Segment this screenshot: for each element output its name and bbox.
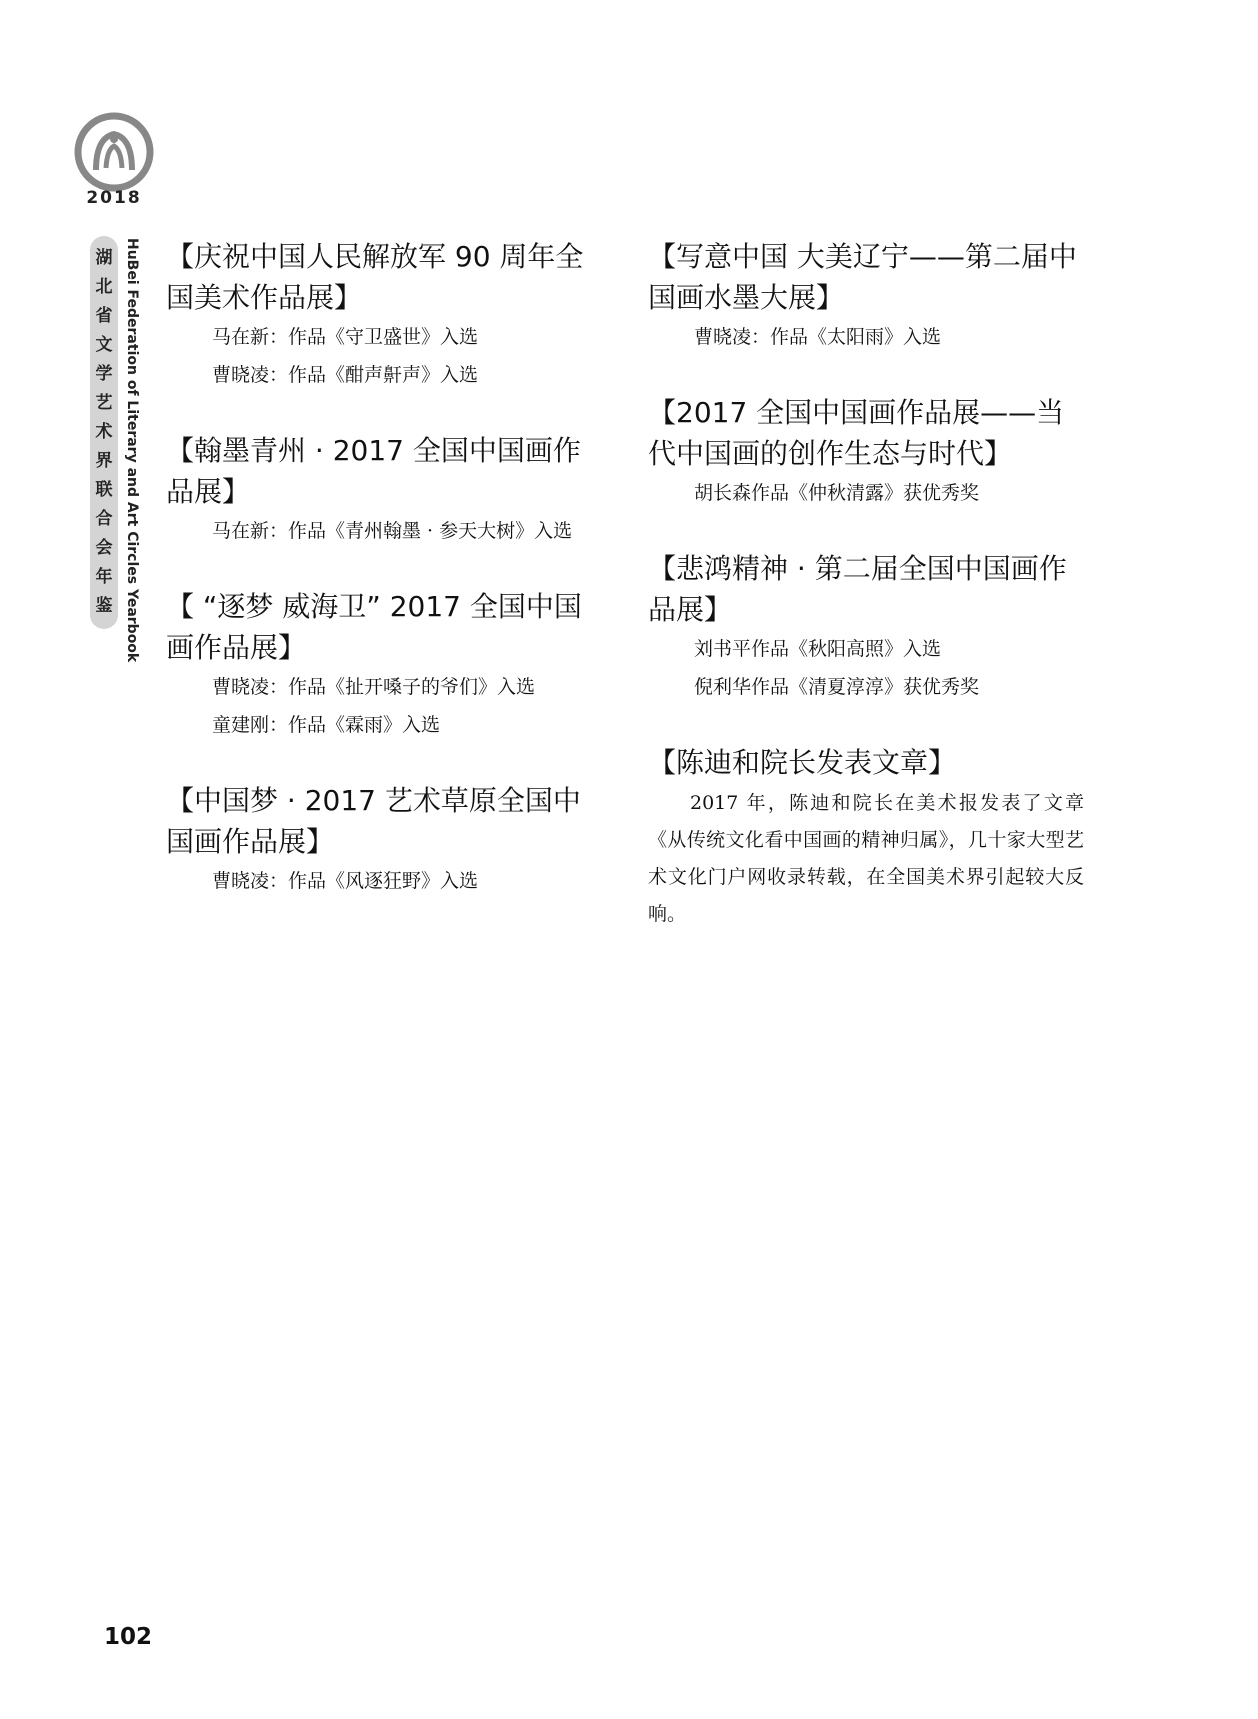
section-heading: 【悲鸿精神 · 第二届全国中国画作品展】 (648, 552, 1067, 626)
page-number: 102 (104, 1624, 153, 1650)
section (166, 586, 602, 744)
article-paragraph: 2017 年，陈迪和院长在美术报发表了文章《从传统文化看中国画的精神归属》，几十家大型艺术文化门户网收录转载，在全国美术界引起较大反响。 (648, 792, 1084, 925)
entry: 马在新：作品《守卫盛世》入选 (212, 326, 479, 348)
side-title-char: 界 (95, 451, 113, 471)
section-heading: 【翰墨青州 · 2017 全国中国画作品展】 (166, 434, 581, 508)
side-title-char: 文 (95, 335, 113, 355)
entry: 刘书平作品《秋阳高照》入选 (694, 638, 942, 660)
section-heading: 【 “逐梦 威海卫” 2017 全国中国画作品展】 (166, 590, 582, 664)
entry: 曹晓凌：作品《风逐狂野》入选 (212, 870, 479, 892)
section-heading: 【庆祝中国人民解放军 90 周年全国美术作品展】 (166, 240, 584, 314)
side-title-english: HuBei Federation of Literary and Art Circles Yearbook (124, 238, 140, 663)
side-title-char: 合 (95, 509, 113, 529)
side-title-chinese (90, 236, 118, 629)
section-heading: 【陈迪和院长发表文章】 (648, 746, 957, 779)
section-heading: 【中国梦 · 2017 艺术草原全国中国画作品展】 (166, 784, 581, 858)
left-column (166, 236, 602, 936)
side-title-char: 学 (95, 364, 113, 384)
entry: 曹晓凌：作品《酣声鼾声》入选 (212, 364, 479, 386)
side-title-char: 北 (95, 277, 113, 297)
entry: 童建刚：作品《霖雨》入选 (212, 714, 441, 736)
section-heading: 【2017 全国中国画作品展——当代中国画的创作生态与时代】 (648, 396, 1065, 470)
entry: 曹晓凌：作品《扯开嗓子的爷们》入选 (212, 676, 536, 698)
section-heading: 【写意中国 大美辽宁——第二届中国画水墨大展】 (648, 240, 1077, 314)
right-column (648, 236, 1084, 969)
side-title-char: 联 (95, 480, 113, 500)
entry: 曹晓凌：作品《太阳雨》入选 (694, 326, 942, 348)
side-title-char: 艺 (95, 393, 113, 413)
logo-year: 2018 (86, 188, 142, 208)
section (166, 430, 602, 550)
section (648, 392, 1084, 512)
section (166, 236, 602, 394)
entry: 倪利华作品《清夏淳淳》获优秀奖 (694, 676, 980, 698)
side-title-char: 湖 (95, 248, 113, 268)
side-title-char: 鉴 (95, 596, 113, 616)
side-title-char: 会 (95, 538, 113, 558)
entry: 胡长森作品《仲秋清露》获优秀奖 (694, 482, 980, 504)
entry: 马在新：作品《青州翰墨 · 参天大树》入选 (212, 520, 573, 542)
side-title-char: 年 (95, 567, 113, 587)
side-title-char: 术 (95, 422, 113, 442)
section (648, 548, 1084, 706)
section (648, 742, 1084, 933)
section (166, 780, 602, 900)
yearbook-logo-icon (74, 112, 154, 192)
side-title-char: 省 (95, 306, 113, 326)
section (648, 236, 1084, 356)
